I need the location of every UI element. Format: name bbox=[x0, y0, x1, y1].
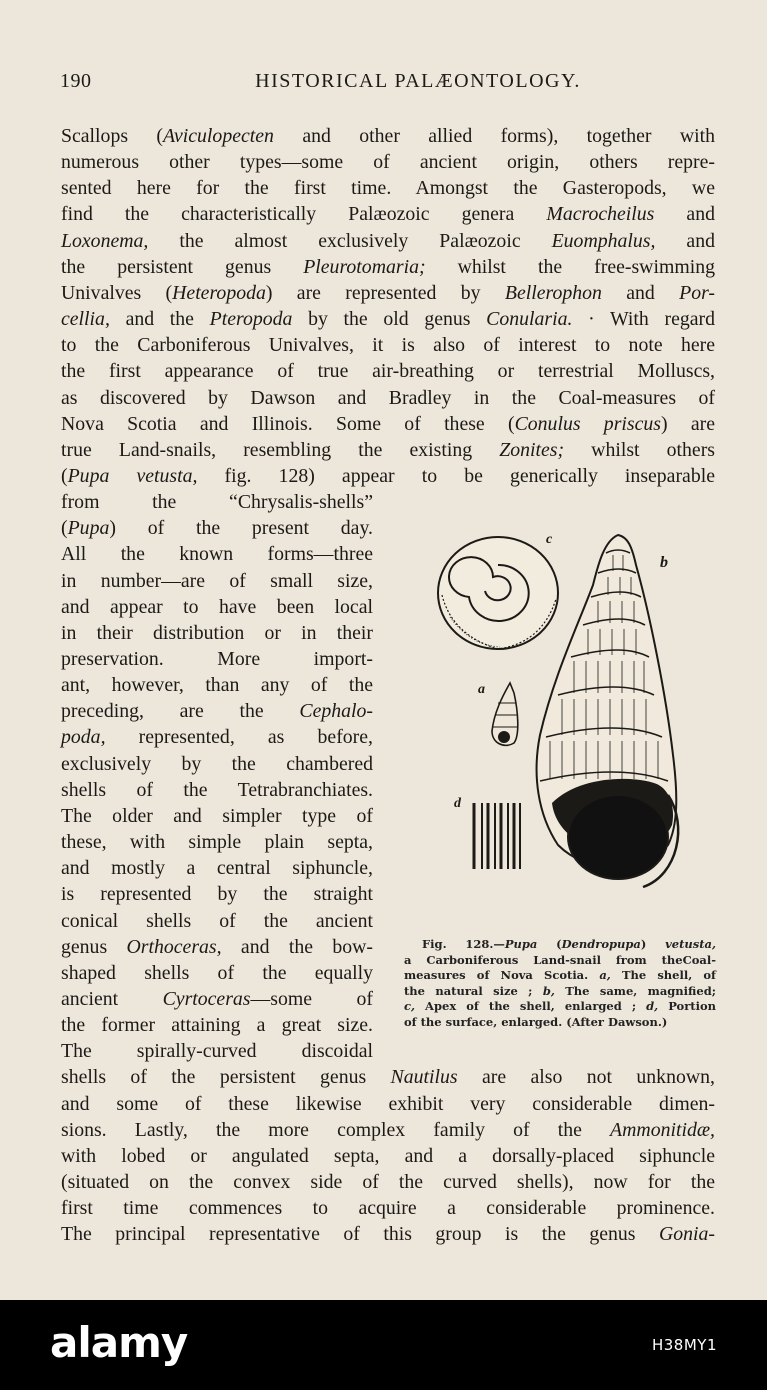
caption-line: of the surface, enlarged. (After Dawson.) bbox=[404, 1014, 668, 1029]
text-line: ant, however, than any of the bbox=[61, 674, 373, 697]
text-line: is represented by the straight bbox=[61, 883, 373, 906]
text-line: and appear to have been local bbox=[61, 595, 373, 618]
text-line: cellia, and the Pteropoda by the old genus Conularia. · With regard bbox=[61, 308, 715, 331]
text-line: to the Carboniferous Univalves, it is also of interest to note here bbox=[61, 334, 715, 357]
figure-caption bbox=[404, 937, 716, 1030]
text-line: and mostly a central siphuncle, bbox=[61, 857, 373, 880]
text-line: as discovered by Dawson and Bradley in the Coal-measures of bbox=[61, 386, 715, 409]
text-line: genus Orthoceras, and the bow- bbox=[61, 935, 373, 958]
text-line: (situated on the convex side of the curved shells), now for the bbox=[61, 1171, 715, 1193]
figure-128-illustration bbox=[428, 525, 710, 930]
text-line: The spirally-curved discoidal bbox=[61, 1040, 373, 1063]
caption-line: measures of Nova Scotia. a, The shell, of bbox=[404, 968, 717, 982]
text-line: with lobed or angulated septa, and a dorsally-placed siphuncle bbox=[61, 1144, 715, 1167]
text-line: and some of these likewise exhibit very considerable dimen- bbox=[61, 1092, 715, 1115]
text-line: first time commences to acquire a considerable prominence. bbox=[61, 1197, 715, 1220]
text-line: The older and simpler type of bbox=[61, 804, 373, 827]
figure-label-a: a bbox=[478, 682, 485, 697]
page-number: 190 bbox=[60, 70, 92, 92]
natural-size-shell-drawing bbox=[492, 683, 518, 745]
caption-line: Fig. 128.—Pupa (Dendropupa) vetusta, bbox=[422, 937, 717, 951]
text-line: shells of the Tetrabranchiates. bbox=[61, 778, 373, 801]
text-line: (Pupa vetusta, fig. 128) appear to be generically inseparable bbox=[61, 464, 715, 487]
stock-footer bbox=[0, 1300, 767, 1390]
text-line: find the characteristically Palæozoic genera Macrocheilus and bbox=[61, 203, 715, 226]
apex-shell-drawing bbox=[438, 537, 558, 649]
text-line: poda, represented, as before, bbox=[61, 726, 373, 749]
text-line: the former attaining a great size. bbox=[61, 1014, 373, 1037]
text-line: Nova Scotia and Illinois. Some of these (Conulus priscus) are bbox=[61, 412, 715, 435]
text-line: from the “Chrysalis-shells” bbox=[61, 491, 373, 514]
text-line: The principal representative of this group is the genus Gonia- bbox=[61, 1223, 715, 1246]
text-line: All the known forms—three bbox=[61, 543, 373, 566]
text-line: ancient Cyrtoceras—some of bbox=[61, 987, 373, 1010]
text-line: the persistent genus Pleurotomaria; whilst the free-swimming bbox=[61, 255, 715, 278]
figure-label-d: d bbox=[454, 796, 461, 811]
text-line: conical shells of the ancient bbox=[61, 909, 373, 932]
text-line: shaped shells of the equally bbox=[61, 961, 373, 984]
image-id: H38MY1 bbox=[651, 1336, 717, 1354]
caption-line: c, Apex of the shell, enlarged ; d, Portion bbox=[404, 999, 716, 1013]
running-title: HISTORICAL PALÆONTOLOGY. bbox=[255, 70, 581, 92]
text-line: numerous other types—some of ancient origin, others repre- bbox=[61, 151, 715, 174]
text-line: these, with simple plain septa, bbox=[61, 831, 373, 854]
text-line: the first appearance of true air-breathing or terrestrial Molluscs, bbox=[61, 360, 715, 383]
caption-line: the natural size ; b, The same, magnified; bbox=[404, 983, 716, 998]
text-line: in number—are of small size, bbox=[61, 569, 373, 592]
text-line: (Pupa) of the present day. bbox=[61, 517, 373, 540]
alamy-logo: alamy bbox=[50, 1318, 188, 1367]
text-line: Scallops (Aviculopecten and other allied forms), together with bbox=[61, 125, 715, 147]
text-line: exclusively by the chambered bbox=[61, 752, 373, 775]
surface-portion-drawing bbox=[474, 803, 520, 869]
text-line: preceding, are the Cephalo- bbox=[61, 700, 373, 723]
text-line: preservation. More import- bbox=[61, 648, 373, 670]
text-line: true Land-snails, resembling the existing Zonites; whilst others bbox=[61, 438, 715, 461]
text-line: shells of the persistent genus Nautilus are also not unknown, bbox=[61, 1066, 715, 1089]
text-line: Loxonema, the almost exclusively Palæozoic Euomphalus, and bbox=[61, 229, 715, 252]
page-header bbox=[60, 70, 716, 100]
text-line: sented here for the first time. Amongst the Gasteropods, we bbox=[61, 177, 715, 200]
text-line: Univalves (Heteropoda) are represented by Bellerophon and Por- bbox=[61, 281, 715, 304]
figure-label-b: b bbox=[660, 554, 668, 571]
text-line: sions. Lastly, the more complex family of the Ammonitidæ, bbox=[61, 1118, 715, 1141]
figure-label-c: c bbox=[546, 532, 553, 547]
text-line: in their distribution or in their bbox=[61, 621, 373, 644]
caption-line: a Carboniferous Land-snail from theCoal- bbox=[404, 952, 716, 967]
